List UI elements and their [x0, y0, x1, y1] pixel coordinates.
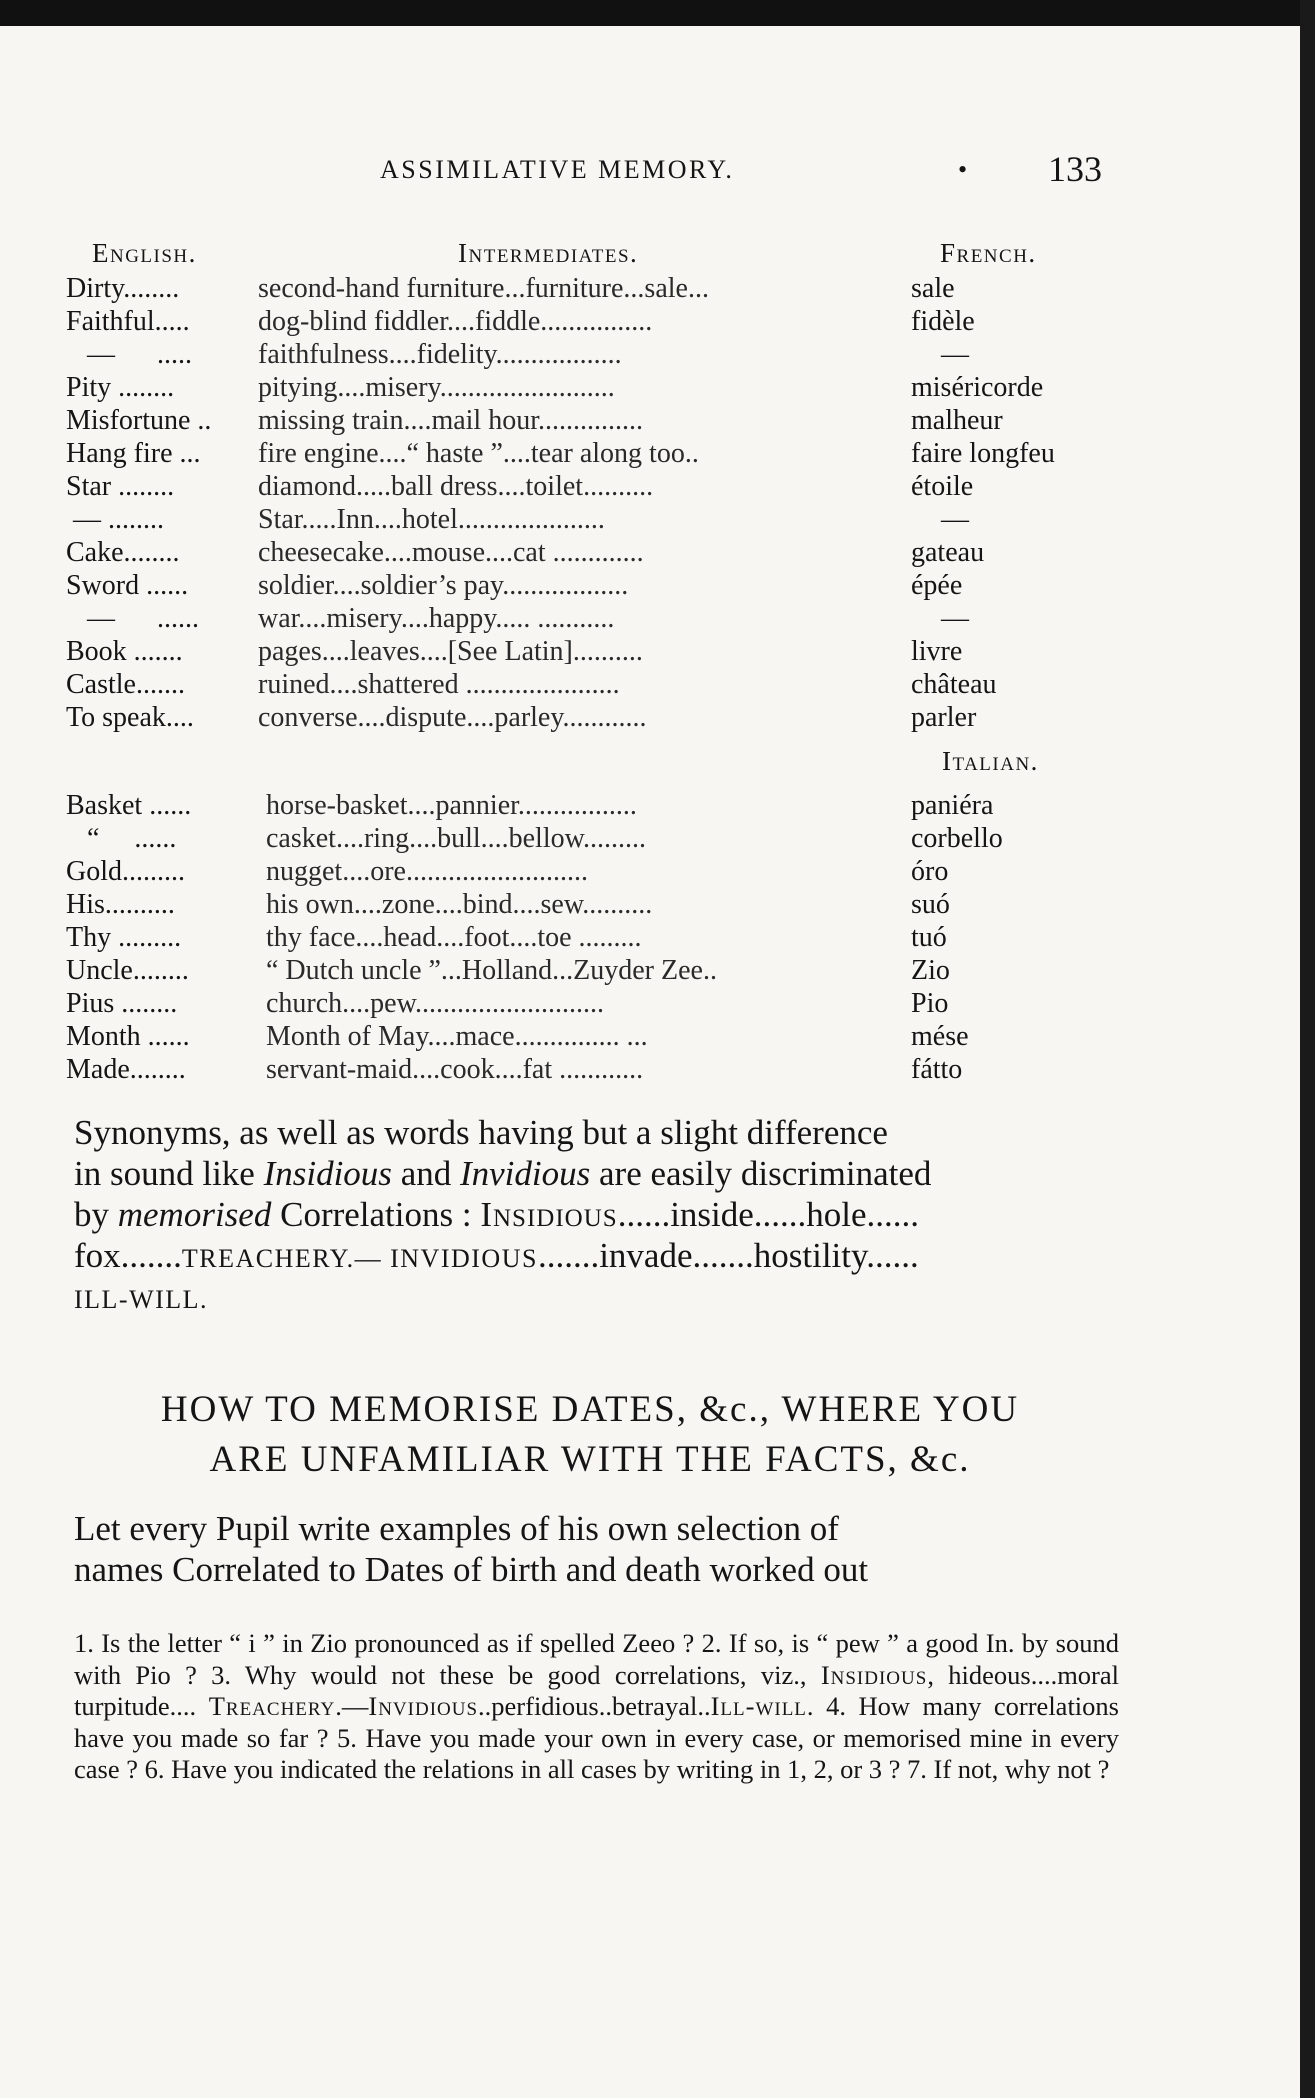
table-row — [66, 987, 1116, 1020]
text-span: .......invade.......hostility...... — [537, 1236, 919, 1275]
intermediates: thy face....head....foot....toe ......... — [266, 922, 642, 953]
small-caps-word: Insidious — [820, 1659, 928, 1690]
english-word: “ ...... — [66, 823, 177, 854]
table-row — [66, 404, 1116, 437]
text-span: , hideous....moral turpitude.... — [74, 1659, 1120, 1721]
translation: livre — [911, 636, 963, 667]
table-row — [66, 635, 1116, 668]
english-word: Hang fire ... — [66, 438, 201, 469]
italic-word: Insidious — [263, 1154, 392, 1193]
translation: épée — [911, 570, 963, 601]
english-word: Basket ...... — [66, 790, 192, 821]
intermediates: diamond.....ball dress....toilet.......... — [258, 471, 654, 502]
text-span: . 4. How many correlations have you made so far ? 5. Have you made your own in every case, or memorised mine in every case ? 6. Have you indicated the relations in all cases by writing in 1, 2, or 3 ? 7. If not, why not ? — [74, 1691, 1119, 1784]
translation: suó — [911, 889, 950, 920]
intermediates: fire engine....“ haste ”....tear along too.. — [258, 438, 699, 469]
text-span: and — [391, 1154, 460, 1193]
english-word: Gold......... — [66, 856, 185, 887]
column-header-french: French. — [940, 238, 1037, 268]
translation: fidèle — [911, 306, 975, 337]
translation: corbello — [911, 823, 1003, 854]
intermediates: converse....dispute....parley............ — [258, 702, 647, 733]
french-correlation-table — [66, 272, 1116, 734]
intermediates: cheesecake....mouse....cat ............. — [258, 537, 644, 568]
intermediates: church....pew........................... — [266, 988, 605, 1019]
intermediates: second-hand furniture...furniture...sale... — [258, 273, 709, 304]
table-row — [66, 371, 1116, 404]
intermediates: horse-basket....pannier................. — [266, 790, 637, 821]
english-word: Misfortune .. — [66, 405, 212, 436]
english-word: Pity ........ — [66, 372, 175, 403]
table-row — [66, 888, 1116, 921]
intermediates: casket....ring....bull....bellow......... — [266, 823, 647, 854]
english-word: Castle....... — [66, 669, 185, 700]
translation: fátto — [911, 1054, 963, 1085]
column-header-english: English. — [92, 238, 197, 268]
table-row — [66, 855, 1116, 888]
english-word: Pius ........ — [66, 988, 178, 1019]
italic-word: Invidious — [459, 1154, 591, 1193]
paragraph-line — [74, 1153, 1114, 1194]
english-word: — ........ — [66, 504, 164, 535]
small-caps-word: Ill-will — [710, 1691, 807, 1721]
intermediates: missing train....mail hour............... — [258, 405, 643, 436]
translation: château — [911, 669, 997, 700]
intermediates: his own....zone....bind....sew.......... — [266, 889, 653, 920]
heading-line: HOW TO MEMORISE DATES, &c., WHERE YOU — [160, 1389, 1020, 1430]
english-word: To speak.... — [66, 702, 194, 733]
paragraph-line — [74, 1194, 1114, 1235]
table-row — [66, 954, 1116, 987]
paragraph-line — [74, 1235, 1114, 1279]
english-word: Faithful..... — [66, 306, 190, 337]
table-row — [66, 470, 1116, 503]
text-span: 1. Is the letter “ i ” in Zio pronounced as if spelled Zeeo ? 2. If so, is “ pew ” a good In. by sound with Pio ? 3. Why would not these be good correlations, viz., — [74, 1628, 1119, 1690]
page-number: 133 — [1048, 149, 1102, 189]
table-row — [66, 1020, 1116, 1053]
english-word: Thy ......... — [66, 922, 182, 953]
intermediates: pitying....misery......................... — [258, 372, 615, 403]
italic-word: memorised — [117, 1195, 272, 1234]
table-row — [66, 503, 1116, 536]
table-row — [66, 338, 1116, 371]
intermediates: nugget....ore.......................... — [266, 856, 588, 887]
translation: miséricorde — [911, 372, 1044, 403]
paragraph-line: Synonyms, as well as words having but a slight difference — [74, 1113, 888, 1152]
intermediates: “ Dutch uncle ”...Holland...Zuyder Zee.. — [266, 955, 717, 986]
table-row — [66, 701, 1116, 734]
translation: étoile — [911, 471, 974, 502]
table-row — [66, 602, 1116, 635]
english-word: Cake........ — [66, 537, 180, 568]
intermediates: dog-blind fiddler....fiddle................ — [258, 306, 653, 337]
translation: sale — [911, 273, 955, 304]
translation: — — [941, 339, 969, 370]
text-span: fox....... — [74, 1236, 182, 1275]
intermediates: Month of May....mace............... ... — [266, 1021, 648, 1052]
table-row — [66, 272, 1116, 305]
translation: tuó — [911, 922, 947, 953]
translation: — — [941, 603, 969, 634]
table-row — [66, 1053, 1116, 1086]
english-word: Uncle........ — [66, 955, 189, 986]
paragraph-line: Let every Pupil write examples of his own selection of — [74, 1509, 839, 1548]
running-title: ASSIMILATIVE MEMORY. — [380, 155, 735, 184]
english-word: His.......... — [66, 889, 175, 920]
column-header-italian: Italian. — [942, 746, 1039, 776]
english-word: Dirty........ — [66, 273, 180, 304]
footnote — [74, 1628, 1119, 1786]
translation: parler — [911, 702, 977, 733]
text-span: in sound like — [74, 1154, 264, 1193]
english-word: — ...... — [66, 603, 199, 634]
intermediates: faithfulness....fidelity.................. — [258, 339, 622, 370]
table-row — [66, 569, 1116, 602]
text-span: ..perfidious..betrayal.. — [478, 1691, 711, 1721]
intermediates: soldier....soldier’s pay.................. — [258, 570, 629, 601]
paragraph-line: names Correlated to Dates of birth and death worked out — [74, 1550, 869, 1589]
intermediates: war....misery....happy..... ........... — [258, 603, 615, 634]
table-row — [66, 789, 1116, 822]
intermediates: ruined....shattered ...................... — [258, 669, 620, 700]
translation: — — [941, 504, 969, 535]
table-row — [66, 822, 1116, 855]
table-row — [66, 921, 1116, 954]
pupil-paragraph — [74, 1508, 1114, 1590]
synonyms-paragraph — [74, 1112, 1114, 1320]
text-span: by — [74, 1195, 118, 1234]
translation: óro — [911, 856, 949, 887]
text-span: are easily discriminated — [590, 1154, 932, 1193]
text-span: ......inside......hole...... — [617, 1195, 920, 1234]
english-word: Made........ — [66, 1054, 186, 1085]
english-word: Month ...... — [66, 1021, 190, 1052]
english-word: Book ....... — [66, 636, 183, 667]
small-caps-word: Invidious — [368, 1691, 479, 1721]
intermediates: pages....leaves....[See Latin].......... — [258, 636, 643, 667]
small-caps-word: Treachery — [208, 1691, 336, 1721]
table-row — [66, 536, 1116, 569]
header-separator: • — [958, 155, 968, 184]
table-row — [66, 668, 1116, 701]
column-header-intermediates: Intermediates. — [458, 238, 639, 268]
translation: gateau — [911, 537, 985, 568]
text-span: Correlations : — [271, 1195, 481, 1234]
english-word: — ..... — [66, 339, 192, 370]
translation: Zio — [911, 955, 950, 986]
translation: Pio — [911, 988, 949, 1019]
text-span: .— — [335, 1691, 369, 1721]
paragraph-line: ILL-WILL. — [74, 1285, 209, 1314]
translation: malheur — [911, 405, 1003, 436]
intermediates: Star.....Inn....hotel..................... — [258, 504, 605, 535]
italian-correlation-table — [66, 789, 1116, 1086]
heading-line: ARE UNFAMILIAR WITH THE FACTS, &c. — [209, 1439, 971, 1480]
table-row — [66, 305, 1116, 338]
small-caps-word: INVIDIOUS — [382, 1244, 538, 1273]
intermediates: servant-maid....cook....fat ............ — [266, 1054, 644, 1085]
small-caps-word: TREACHERY.— — [181, 1244, 383, 1273]
english-word: Sword ...... — [66, 570, 189, 601]
english-word: Star ........ — [66, 471, 175, 502]
table-row — [66, 437, 1116, 470]
translation: faire longfeu — [911, 438, 1055, 469]
translation: paniéra — [911, 790, 994, 821]
section-heading — [60, 1385, 1120, 1485]
small-caps-word: Insidious — [480, 1195, 618, 1234]
translation: mése — [911, 1021, 969, 1052]
